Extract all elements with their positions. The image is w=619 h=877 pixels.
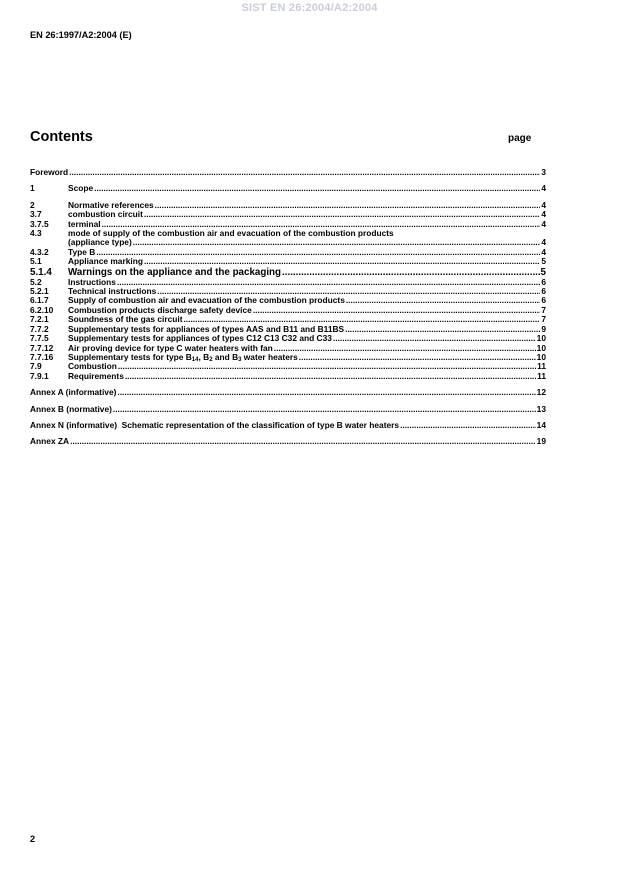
toc-page: 4	[541, 183, 546, 194]
toc-entry-requirements[interactable]	[30, 372, 546, 381]
toc-entry-combustion-circuit[interactable]	[30, 210, 546, 219]
toc-title: terminal	[68, 218, 101, 229]
toc-page: 10	[536, 342, 546, 353]
toc-page: 14	[536, 419, 546, 430]
toc-title: Supplementary tests for appliances of types AAS and B11 and B11BS	[68, 323, 345, 334]
toc-number: 7.7.16	[30, 351, 54, 362]
toc-number: 3.7.5	[30, 218, 49, 229]
toc-page: 11	[537, 361, 546, 372]
toc-entry-foreword[interactable]	[30, 168, 546, 177]
toc-title: Scope	[68, 183, 94, 194]
toc-page: 12	[536, 387, 546, 398]
toc-title: Annex A (informative)	[30, 387, 117, 398]
toc-number: 3.7	[30, 209, 42, 220]
toc-title: Air proving device for type C water heaters with fan	[68, 342, 273, 353]
toc-number: 6.2.10	[30, 304, 54, 315]
toc-number: 5.1.4	[30, 266, 52, 278]
toc-page: 7	[541, 314, 546, 325]
toc-entry-annex-a[interactable]	[30, 388, 546, 397]
toc-number: 4.3.2	[30, 246, 49, 257]
toc-entry-appliance-marking[interactable]	[30, 257, 546, 266]
toc-title: Combustion products discharge safety device	[68, 304, 252, 315]
page-column-label: page	[508, 133, 532, 144]
contents-title: Contents	[30, 129, 93, 145]
toc-title: Supply of combustion air and evacuation of the combustion products	[68, 295, 345, 306]
toc-number: 7.2.1	[30, 314, 49, 325]
toc-title: Annex N (informative) Schematic representation of the classification of type B water heaters	[30, 419, 400, 430]
toc-page: 6	[541, 286, 546, 297]
toc-title: Annex B (normative)	[30, 403, 112, 414]
toc-page: 13	[536, 403, 546, 414]
toc-entry-annex-za[interactable]	[30, 437, 546, 446]
toc-entry-annex-n[interactable]	[30, 421, 546, 430]
toc-title: Technical instructions	[68, 286, 157, 297]
toc-number: 7.7.5	[30, 333, 49, 344]
toc-number: 7.9	[30, 361, 42, 372]
toc-title: Foreword	[30, 167, 69, 177]
toc-number: 5.2	[30, 276, 42, 287]
toc-title: mode of supply of the combustion air and evacuation of the combustion products	[68, 228, 394, 239]
toc-title: Combustion	[68, 361, 117, 372]
toc-page: 10	[536, 333, 546, 344]
toc-title: combustion circuit	[68, 209, 143, 220]
toc-page: 6	[541, 276, 546, 287]
toc-number: 6.1.7	[30, 295, 49, 306]
toc-page: 5	[540, 266, 546, 278]
table-of-contents	[30, 168, 546, 447]
toc-page: 3	[541, 167, 546, 177]
toc-page: 4	[541, 199, 546, 210]
toc-number: 1	[30, 183, 35, 194]
toc-number: 5.1	[30, 256, 42, 267]
toc-entry-scope[interactable]	[30, 184, 546, 193]
toc-number: 4.3	[30, 228, 42, 239]
page-number: 2	[30, 834, 36, 844]
watermark: SIST EN 26:2004/A2:2004	[241, 2, 378, 14]
document-id: EN 26:1997/A2:2004 (E)	[30, 30, 132, 40]
toc-number: 7.9.1	[30, 370, 49, 381]
toc-number: 7.7.12	[30, 342, 54, 353]
toc-entry-mode-of-supply[interactable]	[30, 229, 546, 248]
toc-page: 6	[541, 295, 546, 306]
toc-number: 2	[30, 199, 35, 210]
toc-number: 7.7.2	[30, 323, 49, 334]
toc-title: Type B	[68, 246, 96, 257]
toc-entry-annex-b[interactable]	[30, 405, 546, 414]
toc-entry-warnings[interactable]	[30, 267, 546, 278]
toc-title: Warnings on the appliance and the packaging	[68, 266, 282, 278]
toc-title: Soundness of the gas circuit	[68, 314, 183, 325]
toc-page: 10	[536, 351, 546, 362]
toc-number: 5.2.1	[30, 286, 49, 297]
toc-page: 4	[541, 218, 546, 229]
toc-title: Annex ZA	[30, 436, 70, 447]
toc-title: Appliance marking	[68, 256, 143, 267]
toc-title-continued: (appliance type)	[68, 237, 132, 248]
toc-title: Normative references	[68, 199, 154, 210]
toc-page: 11	[537, 370, 546, 381]
toc-page: 4	[541, 209, 546, 220]
toc-page: 9	[541, 323, 546, 334]
toc-title: Requirements	[68, 370, 124, 381]
toc-page: 4	[541, 246, 546, 257]
toc-title: Supplementary tests for appliances of types C12 C13 C32 and C33	[68, 333, 332, 344]
toc-title: Instructions	[68, 276, 116, 287]
toc-page: 7	[541, 304, 546, 315]
toc-page: 5	[541, 256, 546, 267]
toc-title: Supplementary tests for type $B_{14}$, $B_2$ and $B_3$ water heaters	[68, 351, 298, 363]
toc-page: 4	[541, 237, 546, 248]
toc-page: 19	[536, 436, 546, 447]
